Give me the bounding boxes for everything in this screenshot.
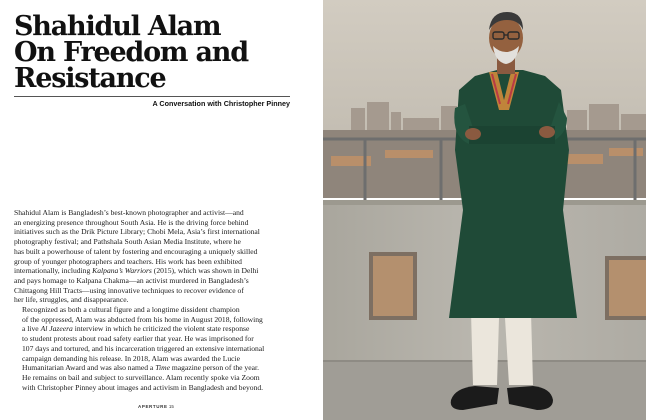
body-line: photography festival; and Pathshala South Asian Media Institute, where he [14,237,241,247]
body-line: Humanitarian Award and was also named a Time magazine person of the year. [22,363,259,373]
body-line: initiatives such as the Drik Picture Library; Chobi Mela, Asia’s first international [14,227,260,237]
article-title [14,11,304,94]
portrait-photo [323,0,646,420]
title-line: Resistance [14,63,166,94]
article-body [14,208,304,392]
body-line: her life, struggles, and disappearance. [14,295,129,305]
page-footer [138,404,174,409]
body-line: an energizing presence throughout South Asia. He is the driving force behind [14,217,249,227]
body-paragraph [14,208,304,305]
body-paragraph [14,305,304,392]
body-line: group of younger photographers and teachers. His work has been exhibited [14,256,242,266]
article-subtitle: A Conversation with Christopher Pinney [152,99,290,108]
body-line: He remains on bail and subject to surveillance. Alam recently spoke via Zoom [22,372,260,382]
title-divider [14,96,290,97]
body-line: internationally, including Kalpana’s Warriors (2015), which was shown in Delhi [14,266,259,276]
body-line: of the oppressed, Alam was abducted from his home in August 2018, following [22,314,263,324]
title-line: On Freedom and [14,37,248,68]
body-line: Recognized as both a cultural figure and a longtime dissident champion [22,305,240,315]
portrait-illustration [323,0,646,420]
body-line: 107 days and tortured, and his incarceration triggered an extensive international [22,343,265,353]
body-line: to student protests about road safety earlier that year. He was imprisoned for [22,334,254,344]
body-line: campaign demanding his release. In 2018, Alam was awarded the Lucie [22,353,241,363]
body-line: Chittagong Hill Tracts—using innovative techniques to recover evidence of [14,285,244,295]
body-line: has built a powerhouse of talent by fostering and encouraging a uniquely skilled [14,246,258,256]
page-number: 15 [168,404,174,409]
title-line: Shahidul Alam [14,11,221,42]
body-line: with Christopher Pinney about images and activism in Bangladesh and beyond. [22,382,264,392]
hand [465,128,481,140]
body-line: a live Al Jazeera interview in which he criticized the violent state response [22,324,250,334]
hand [539,126,555,138]
body-line: Shahidul Alam is Bangladesh’s best-known photographer and activist—and [14,208,244,217]
magazine-name: APERTURE [138,404,168,409]
body-line: and pays homage to Kalpana Chakma—an activist murdered in Bangladesh’s [14,275,249,285]
